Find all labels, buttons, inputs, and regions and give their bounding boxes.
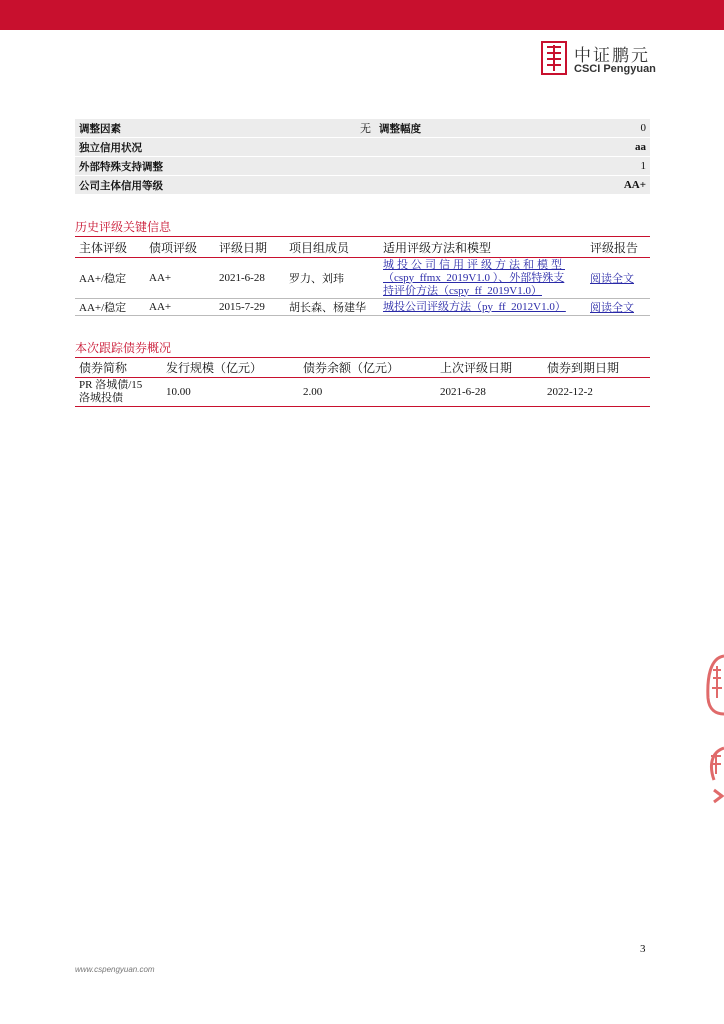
col-header-bond-name: 债券简称: [79, 361, 128, 375]
rating-date-cell: 2015-7-29: [219, 301, 265, 313]
seal-stamp: [704, 648, 724, 808]
col-header-balance: 债券余额（亿元）: [303, 361, 400, 375]
bond-section-title: 本次跟踪债券概况: [75, 341, 172, 355]
table-row: [75, 119, 650, 138]
bond-name-line: PR 洛城债/15: [79, 379, 143, 391]
report-cell: [586, 299, 650, 316]
read-full-report-link[interactable]: 阅读全文: [590, 302, 634, 314]
table-row: [75, 138, 650, 157]
method-link[interactable]: （cspy_ffmx_2019V1.0 ）、外部特殊支: [383, 271, 565, 284]
brand-logo: [541, 41, 661, 77]
bond-name-line: 洛城投债: [79, 392, 123, 404]
issuer-rating-cell: AA+/稳定: [79, 273, 127, 285]
method-cell: [379, 258, 586, 299]
rating-date-cell: 2021-6-28: [219, 272, 265, 284]
standalone-credit-value: aa: [375, 138, 650, 157]
table-row: [75, 258, 650, 299]
external-support-label: 外部特殊支持调整: [75, 157, 375, 176]
team-members-cell: 罗力、刘玮: [289, 273, 344, 285]
issuer-rating-cell: AA+/稳定: [79, 302, 127, 314]
col-header-bond-rating: 债项评级: [149, 240, 198, 255]
table-row: [75, 157, 650, 176]
rating-adjustment-table: [75, 119, 650, 195]
footer-url: www.cspengyuan.com: [75, 965, 155, 974]
logo-mark-icon: [541, 41, 567, 75]
external-support-value: 1: [375, 157, 650, 176]
history-section-title: 历史评级关键信息: [75, 220, 172, 234]
adjustment-factor-label: 调整因素: [75, 119, 215, 138]
bond-overview-table: [75, 357, 650, 407]
col-header-issuer-rating: 主体评级: [79, 240, 128, 255]
adjustment-factor-value: 无: [215, 119, 375, 138]
col-header-method: 适用评级方法和模型: [383, 240, 492, 255]
table-header-row: [75, 237, 650, 258]
rating-history-table: [75, 236, 650, 316]
report-cell: [586, 258, 650, 299]
col-header-rating-date: 评级日期: [219, 240, 268, 255]
last-rating-date-cell: 2021-6-28: [440, 386, 486, 398]
table-row: [75, 378, 650, 407]
issue-size-cell: 10.00: [166, 386, 191, 398]
col-header-maturity-date: 债券到期日期: [547, 361, 620, 375]
method-link[interactable]: 城投公司信用评级方法和模型: [383, 258, 565, 271]
page-number: 3: [640, 943, 646, 955]
balance-cell: 2.00: [303, 386, 323, 398]
col-header-last-rating-date: 上次评级日期: [440, 361, 513, 375]
col-header-team-members: 项目组成员: [289, 240, 350, 255]
col-header-report: 评级报告: [590, 240, 639, 255]
adjustment-range-label: 调整幅度: [375, 119, 470, 138]
bond-rating-cell: AA+: [149, 301, 172, 313]
method-link[interactable]: 持评价方法（cspy_ff_2019V1.0）: [383, 284, 542, 297]
table-row: [75, 299, 650, 316]
adjustment-range-value: 0: [470, 119, 650, 138]
read-full-report-link[interactable]: 阅读全文: [590, 273, 634, 285]
header-bar: [0, 0, 724, 30]
brand-name-en: CSCI Pengyuan: [574, 63, 656, 75]
table-header-row: [75, 358, 650, 378]
maturity-date-cell: 2022-12-2: [547, 386, 593, 398]
issuer-rating-label: 公司主体信用等级: [75, 176, 375, 195]
issuer-rating-value: AA+: [375, 176, 650, 195]
team-members-cell: 胡长森、杨建华: [289, 302, 366, 314]
method-link[interactable]: 城投公司评级方法（py_ff_2012V1.0）: [383, 300, 566, 313]
col-header-issue-size: 发行规模（亿元）: [166, 361, 263, 375]
standalone-credit-label: 独立信用状况: [75, 138, 375, 157]
brand-name-cn: 中证鹏元: [574, 46, 650, 66]
bond-rating-cell: AA+: [149, 272, 172, 284]
method-cell: [379, 299, 586, 316]
table-row: [75, 176, 650, 195]
bond-name-cell: [75, 378, 162, 407]
